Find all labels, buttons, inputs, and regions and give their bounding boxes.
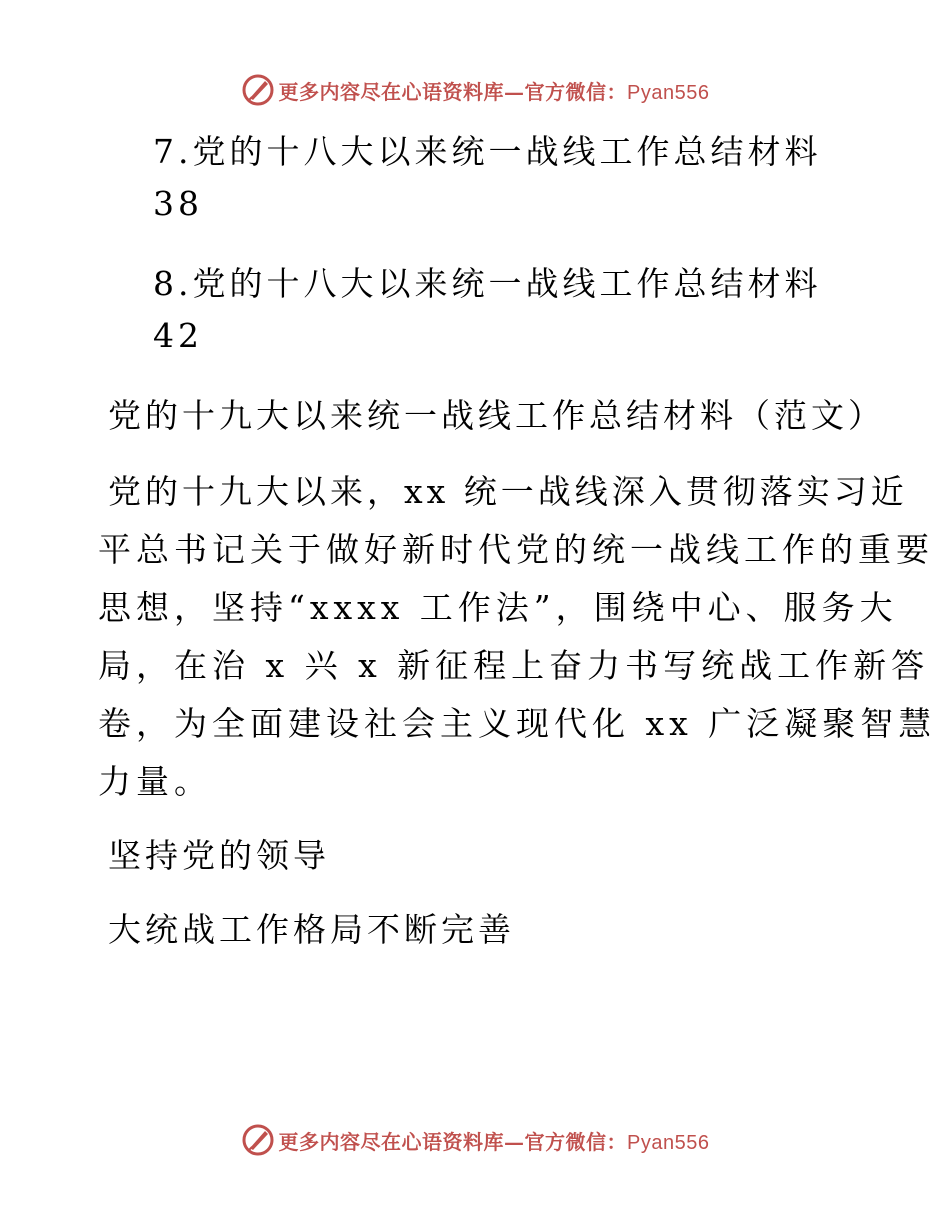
banner-handle: Pyan556	[627, 1131, 710, 1154]
banner-text: 更多内容尽在心语资料库—官方微信：	[278, 1129, 628, 1154]
paragraph-line: 力量。	[98, 762, 212, 801]
banner-handle: Pyan556	[627, 81, 710, 104]
footer-banner	[0, 1120, 950, 1160]
banner-text: 更多内容尽在心语资料库—官方微信：	[278, 79, 628, 104]
toc-entry-8-title: 8.党的十八大以来统一战线工作总结材料	[153, 264, 822, 303]
toc-entry-7-page: 38	[153, 184, 203, 223]
document-title: 党的十九大以来统一战线工作总结材料（范文）	[108, 396, 885, 435]
header-banner	[0, 70, 950, 110]
quill-pen-logo-icon	[241, 73, 275, 107]
paragraph-line: 卷，为全面建设社会主义现代化 xx 广泛凝聚智慧	[98, 704, 937, 743]
paragraph-line: 局，在治 x 兴 x 新征程上奋力书写统战工作新答	[98, 646, 930, 685]
quill-pen-logo-icon	[241, 1123, 275, 1157]
paragraph-line: 党的十九大以来，xx 统一战线深入贯彻落实习近	[108, 472, 908, 511]
toc-entry-7-title: 7.党的十八大以来统一战线工作总结材料	[153, 132, 822, 171]
toc-entry-8-page: 42	[153, 316, 203, 355]
section-heading: 坚持党的领导	[108, 836, 330, 875]
section-subheading: 大统战工作格局不断完善	[108, 910, 515, 949]
paragraph-line: 平总书记关于做好新时代党的统一战线工作的重要	[98, 530, 934, 569]
paragraph-line: 思想，坚持“xxxx 工作法”，围绕中心、服务大	[98, 588, 898, 627]
